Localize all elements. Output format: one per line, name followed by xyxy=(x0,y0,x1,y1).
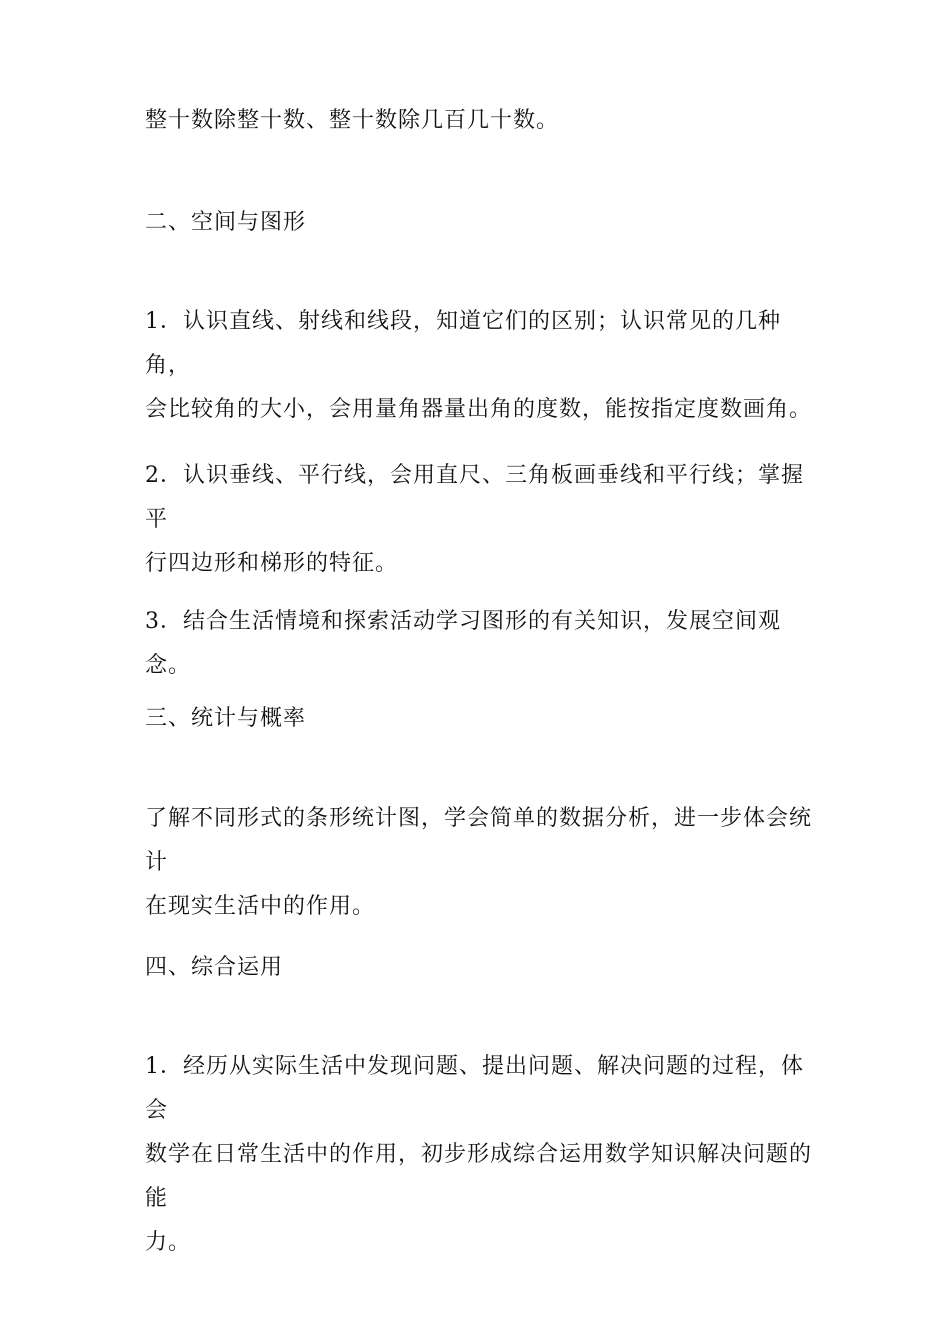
section-heading-space-and-shapes: 二、空间与图形 xyxy=(145,210,307,235)
paragraph-problem-solving: 1．经历从实际生活中发现问题、提出问题、解决问题的过程，体会 数学在日常生活中的作用，初步形成综合运用数学知识解决问题的能 力。 xyxy=(145,1054,813,1255)
paragraph-lines-and-angles: 1．认识直线、射线和线段，知道它们的区别；认识常见的几种角， 会比较角的大小，会用量角器量出角的度数，能按指定度数画角。 xyxy=(145,309,813,422)
paragraph-perpendicular-parallel: 2．认识垂线、平行线，会用直尺、三角板画垂线和平行线；掌握平 行四边形和梯形的特征。 xyxy=(145,463,804,576)
paragraph-bar-charts: 了解不同形式的条形统计图，学会简单的数据分析，进一步体会统计 在现实生活中的作用。 xyxy=(145,806,813,919)
paragraph-division-topic: 整十数除整十数、整十数除几百几十数。 xyxy=(145,108,560,133)
section-heading-statistics: 三、统计与概率 xyxy=(145,706,307,731)
paragraph-spatial-concepts: 3．结合生活情境和探索活动学习图形的有关知识，发展空间观念。 xyxy=(145,609,781,678)
section-heading-comprehensive-use: 四、综合运用 xyxy=(145,955,284,980)
